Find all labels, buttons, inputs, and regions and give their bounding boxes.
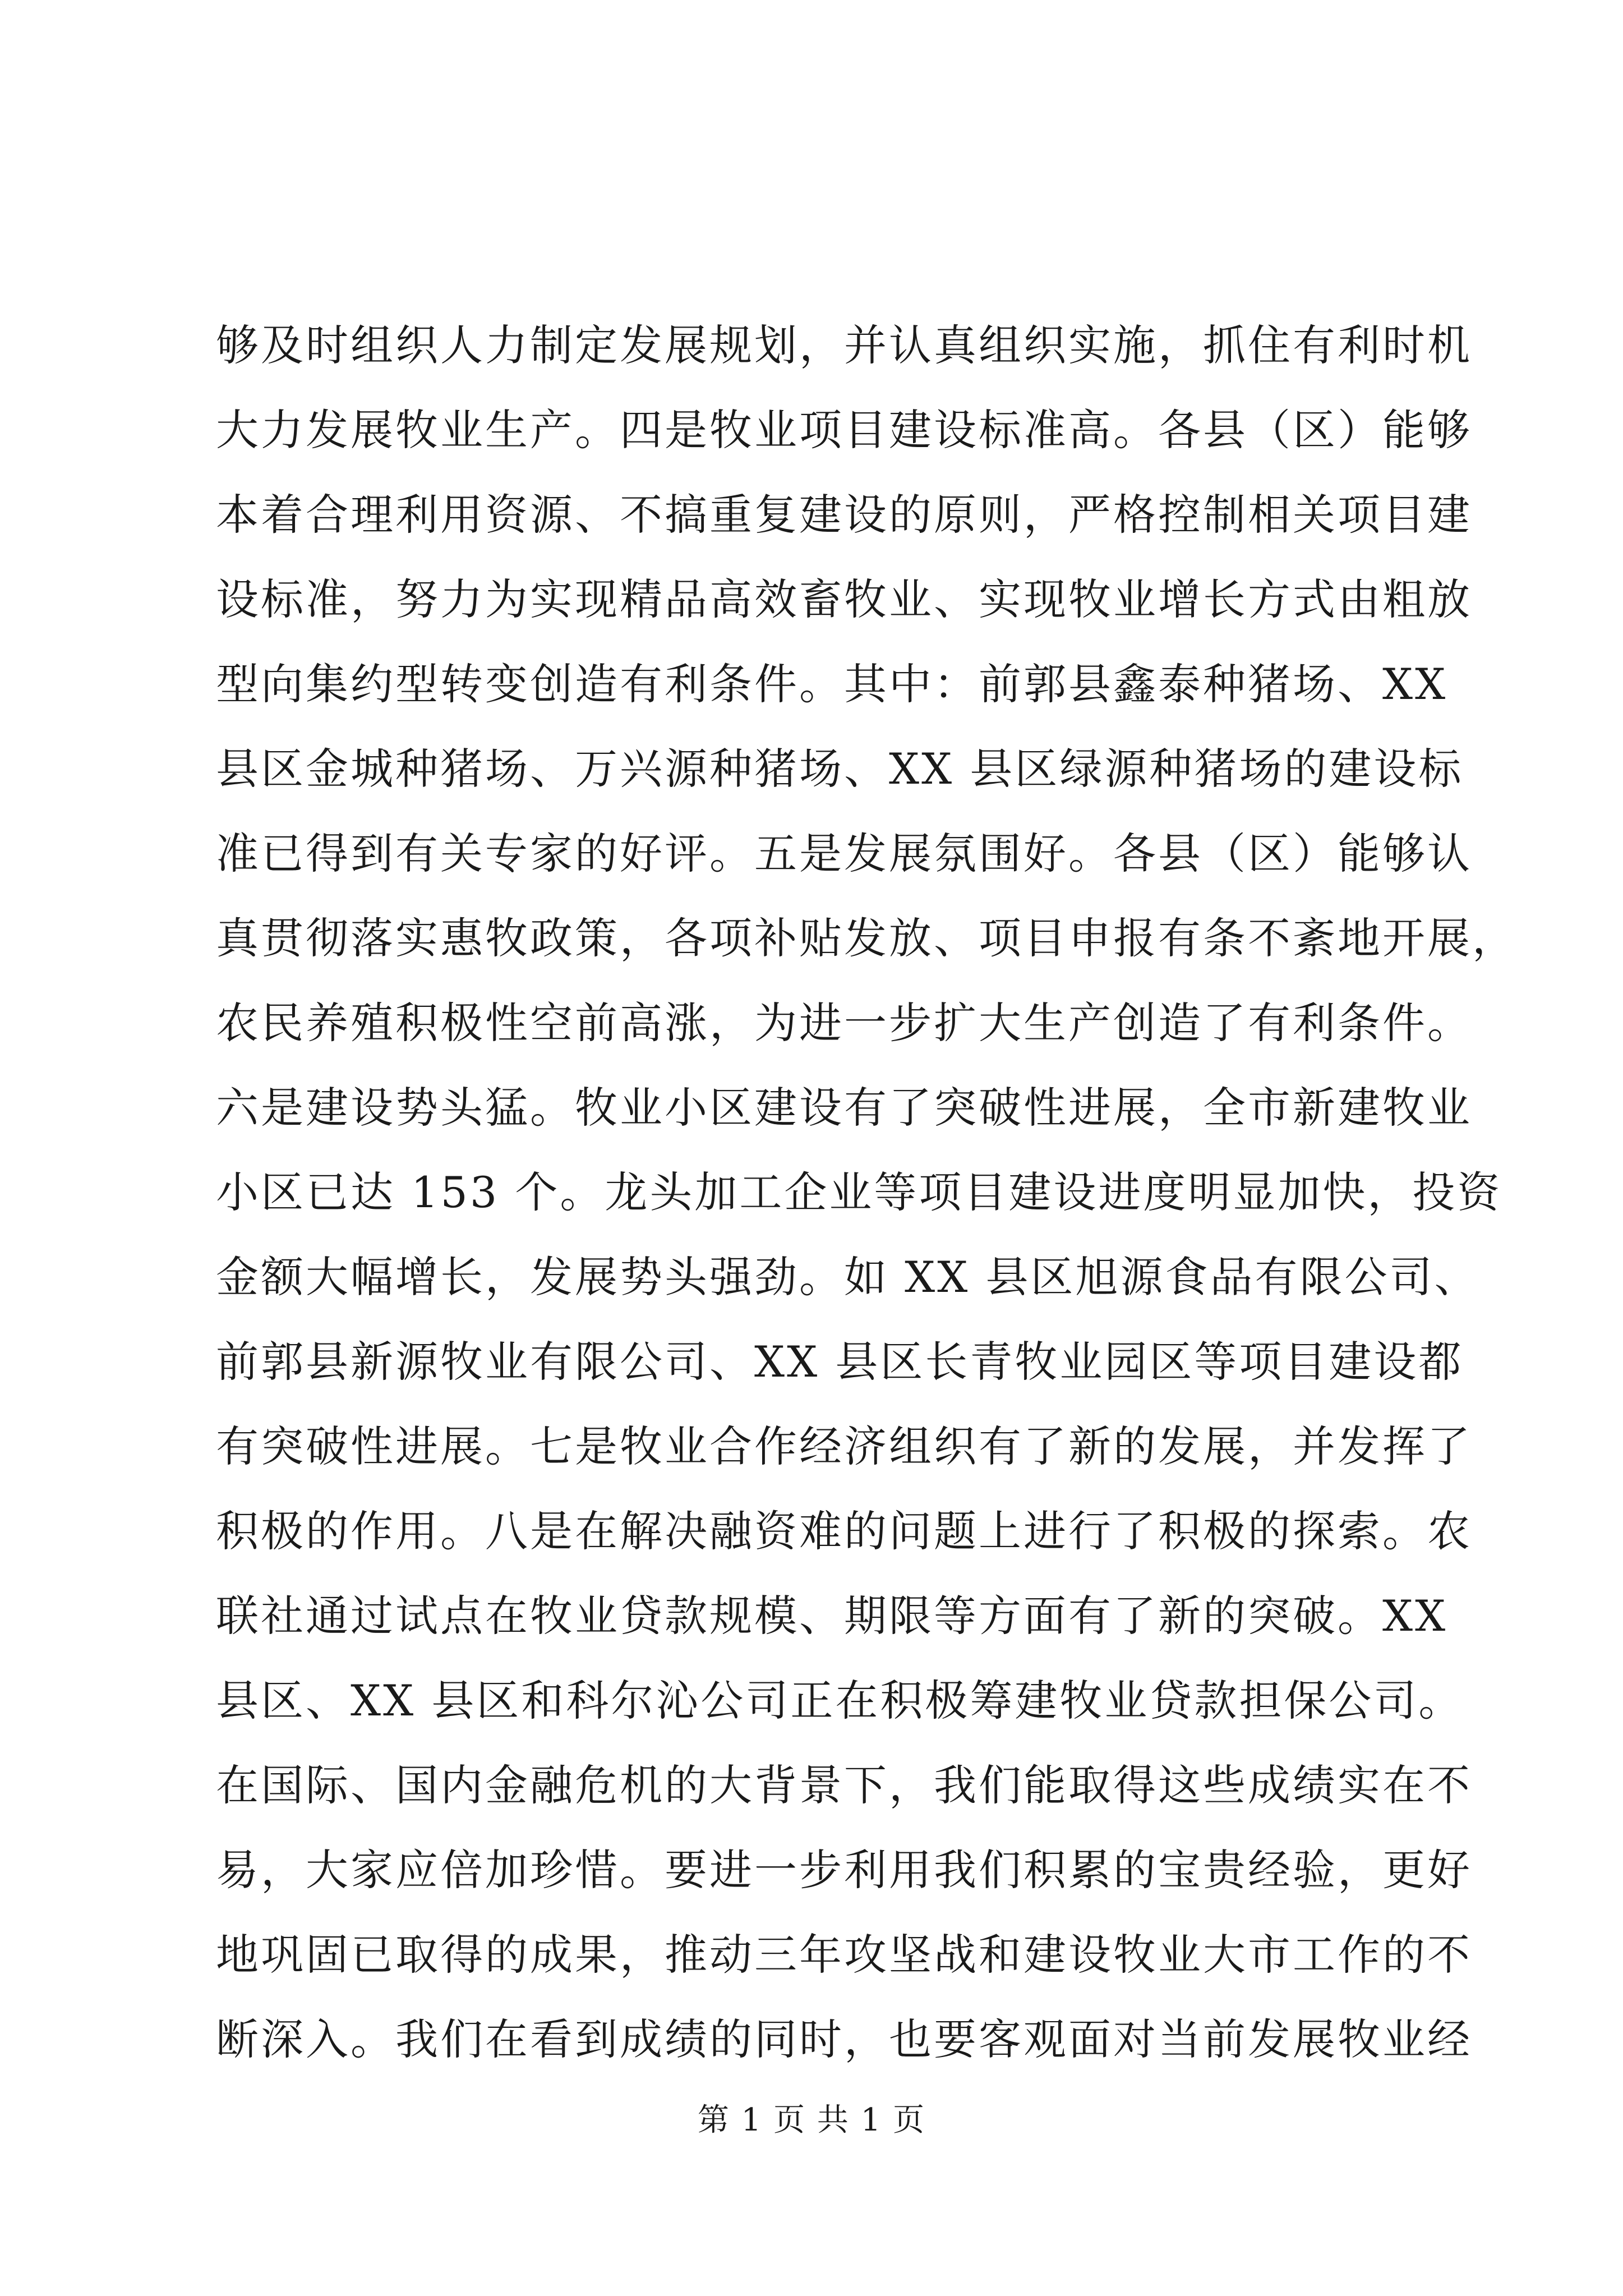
text-line: 真贯彻落实惠牧政策，各项补贴发放、项目申报有条不紊地开展， xyxy=(216,913,1517,963)
text-line: 金额大幅增长，发展势头强劲。如 XX 县区旭源食品有限公司、 xyxy=(216,1252,1479,1302)
text-line: 前郭县新源牧业有限公司、XX 县区长青牧业园区等项目建设都 xyxy=(216,1337,1464,1387)
text-line: 地巩固已取得的成果，推动三年攻坚战和建设牧业大市工作的不 xyxy=(216,1930,1472,1980)
text-line: 易，大家应倍加珍惜。要进一步利用我们积累的宝贵经验，更好 xyxy=(216,1845,1472,1895)
text-line: 县区、XX 县区和科尔沁公司正在积极筹建牧业贷款担保公司。 xyxy=(216,1676,1464,1726)
text-line: 县区金城种猪场、万兴源种猪场、XX 县区绿源种猪场的建设标 xyxy=(216,744,1464,794)
page-footer xyxy=(0,2101,1623,2140)
text-line: 联社通过试点在牧业贷款规模、期限等方面有了新的突破。XX xyxy=(216,1591,1448,1641)
text-line: 准已得到有关专家的好评。五是发展氛围好。各县（区）能够认 xyxy=(216,829,1472,878)
body-text xyxy=(216,303,1517,2082)
text-line: 本着合理利用资源、不搞重复建设的原则，严格控制相关项目建 xyxy=(216,490,1472,540)
text-line: 型向集约型转变创造有利条件。其中：前郭县鑫泰种猪场、XX xyxy=(216,659,1448,709)
text-line: 设标准，努力为实现精品高效畜牧业、实现牧业增长方式由粗放 xyxy=(216,574,1472,624)
page-number-label: 第 1 页 共 1 页 xyxy=(697,2102,926,2138)
text-line: 断深入。我们在看到成绩的同时，也要客观面对当前发展牧业经 xyxy=(216,2014,1472,2064)
text-line: 有突破性进展。七是牧业合作经济组织有了新的发展，并发挥了 xyxy=(216,1421,1472,1471)
text-line: 农民养殖积极性空前高涨，为进一步扩大生产创造了有利条件。 xyxy=(216,998,1472,1048)
text-line: 小区已达 153 个。龙头加工企业等项目建设进度明显加快，投资 xyxy=(216,1167,1502,1217)
text-line: 六是建设势头猛。牧业小区建设有了突破性进展，全市新建牧业 xyxy=(216,1083,1472,1133)
text-line: 大力发展牧业生产。四是牧业项目建设标准高。各县（区）能够 xyxy=(216,405,1472,455)
text-line: 够及时组织人力制定发展规划，并认真组织实施，抓住有利时机 xyxy=(216,320,1472,370)
text-line: 在国际、国内金融危机的大背景下，我们能取得这些成绩实在不 xyxy=(216,1760,1472,1810)
text-line: 积极的作用。八是在解决融资难的问题上进行了积极的探索。农 xyxy=(216,1506,1472,1556)
